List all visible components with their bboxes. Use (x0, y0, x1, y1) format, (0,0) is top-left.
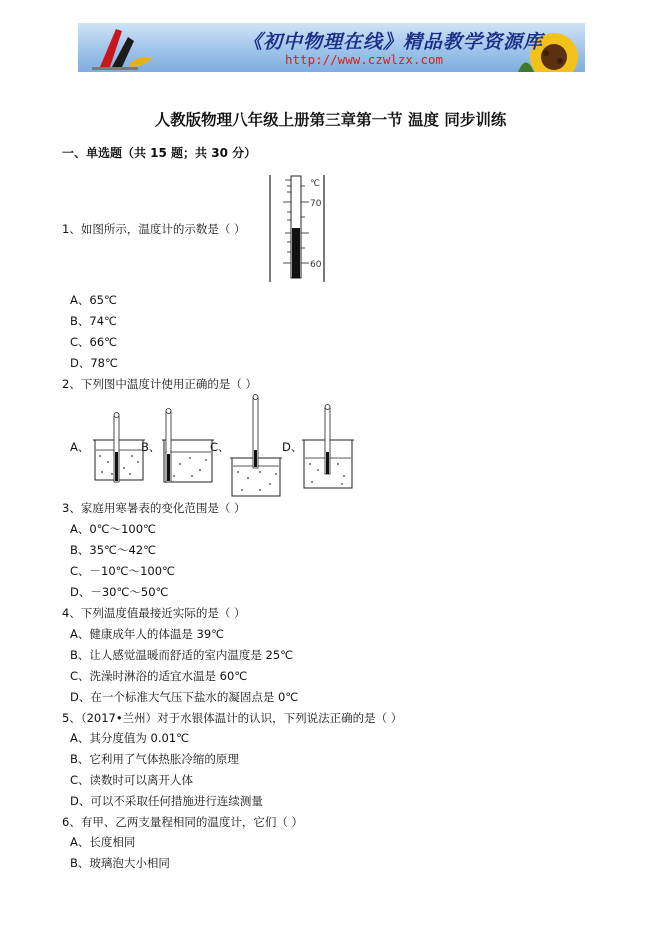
liquid-column (292, 228, 300, 278)
question-3-option-b: B、35℃～42℃ (70, 543, 156, 557)
question-3-option-d: D、－30℃～50℃ (70, 585, 169, 599)
thermometer-label-60: 60 (310, 260, 322, 270)
thermometer-figure (262, 172, 332, 284)
question-4-stem: 4、下列温度值最接近实际的是（ ） (62, 606, 246, 620)
beaker-b-icon (162, 409, 214, 483)
banner-url: http://www.czwlzx.com (285, 52, 444, 67)
question-3-option-c: C、－10℃～100℃ (70, 564, 175, 578)
logo-icon (92, 29, 152, 70)
beaker-d-icon (302, 405, 354, 489)
beaker-figures (90, 392, 370, 500)
question-1-option-a: A、65℃ (70, 293, 117, 307)
question-4-option-d: D、在一个标准大气压下盐水的凝固点是 0℃ (70, 690, 299, 704)
question-3-option-a: A、0℃～100℃ (70, 522, 156, 536)
question-1-option-d: D、78℃ (70, 356, 118, 370)
question-4-option-c: C、洗澡时淋浴的适宜水温是 60℃ (70, 669, 248, 683)
question-5-option-d: D、可以不采取任何措施进行连续测量 (70, 794, 263, 808)
question-5-option-c: C、读数时可以离开人体 (70, 773, 194, 787)
question-6-stem: 6、有甲、乙两支量程相同的温度计，它们（ ） (62, 815, 303, 829)
question-1-option-b: B、74℃ (70, 314, 117, 328)
question-2-stem: 2、下列图中温度计使用正确的是（ ） (62, 377, 257, 391)
figure-label-a: A、 (70, 440, 90, 454)
question-5-option-b: B、它利用了气体热胀冷缩的原理 (70, 752, 239, 766)
figure-label-c: C、 (210, 440, 230, 454)
header-banner (78, 23, 585, 72)
beaker-c-icon (230, 395, 282, 497)
question-5-stem: 5、（2017•兰州）对于水银体温计的认识，下列说法正确的是（ ） (62, 711, 403, 725)
question-4-option-a: A、健康成年人的体温是 39℃ (70, 627, 225, 641)
question-1-stem: 1、如图所示，温度计的示数是（ ） (62, 222, 246, 236)
question-4-option-b: B、让人感觉温暖而舒适的室内温度是 25℃ (70, 648, 294, 662)
beaker-a-icon (93, 413, 145, 483)
figure-label-b: B、 (141, 440, 161, 454)
banner-title: 《初中物理在线》精品教学资源库 (243, 31, 544, 53)
question-6-option-b: B、玻璃泡大小相同 (70, 856, 170, 870)
thermometer-label-70: 70 (310, 199, 322, 209)
section-heading: 一、单选题（共 15 题；共 30 分） (62, 146, 257, 160)
question-3-stem: 3、家庭用寒暑表的变化范围是（ ） (62, 501, 246, 515)
question-6-option-a: A、长度相同 (70, 835, 136, 849)
question-1-option-c: C、66℃ (70, 335, 118, 349)
question-5-option-a: A、其分度值为 0.01℃ (70, 731, 190, 745)
page-title: 人教版物理八年级上册第三章第一节 温度 同步训练 (154, 111, 507, 129)
thermometer-unit: ℃ (310, 179, 321, 189)
figure-label-d: D、 (282, 440, 303, 454)
